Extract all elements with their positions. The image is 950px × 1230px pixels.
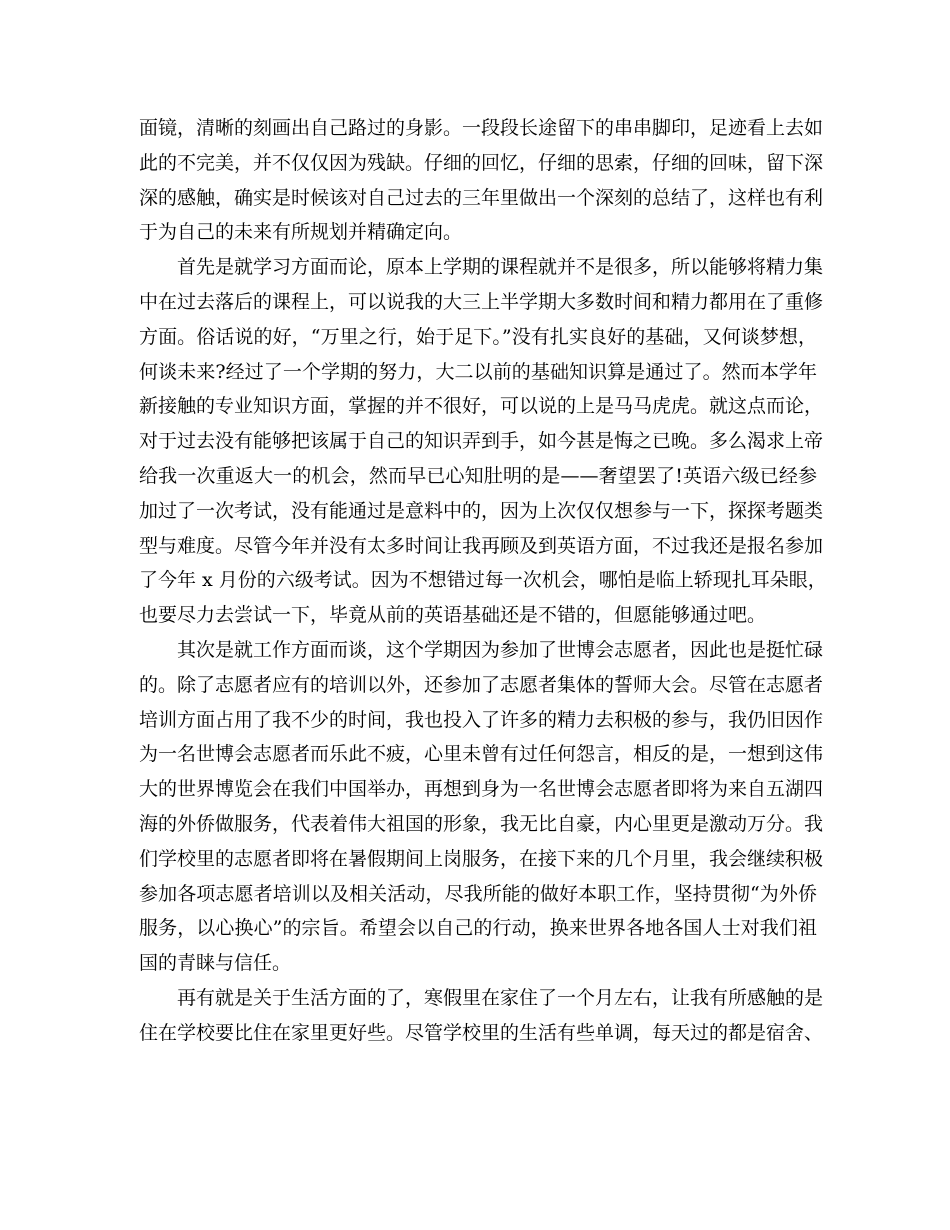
paragraph-3 (139, 633, 824, 981)
text-line: 们学校里的志愿者即将在暑假期间上岗服务，在接下来的几个月里，我会继续积极 (139, 847, 824, 870)
paragraph-1 (139, 111, 824, 250)
text-line: 加过了一次考试，没有能通过是意料中的，因为上次仅仅想参与一下，探探考题类 (139, 499, 824, 522)
paragraph-2 (139, 250, 827, 633)
text-line: 参加各项志愿者培训以及相关活动，尽我所能的做好本职工作，坚持贯彻“为外侨 (139, 882, 817, 905)
text-line: 型与难度。尽管今年并没有太多时间让我再顾及到英语方面，不过我还是报名参加 (139, 534, 824, 557)
text-line: 再有就是关于生活方面的了，寒假里在家住了一个月左右，让我有所感触的是 (177, 986, 824, 1009)
text-line: 对于过去没有能够把该属于自己的知识弄到手，如今甚是悔之已晚。多么渴求上帝 (139, 430, 824, 453)
text-line: 此的不完美，并不仅仅因为残缺。仔细的回忆，仔细的思索，仔细的回味，留下深 (139, 151, 824, 174)
text-line: 大的世界博览会在我们中国举办，再想到身为一名世博会志愿者即将为来自五湖四 (139, 778, 824, 801)
text-line: 了今年 x 月份的六级考试。因为不想错过每一次机会，哪怕是临上轿现扎耳朵眼， (139, 569, 827, 592)
text-line: 面镜，清晰的刻画出自己路过的身影。一段段长途留下的串串脚印，足迹看上去如 (139, 117, 824, 139)
text-line: 其次是就工作方面而谈，这个学期因为参加了世博会志愿者，因此也是挺忙碌 (177, 638, 824, 661)
paragraph-4 (139, 981, 824, 1051)
text-line: 海的外侨做服务，代表着伟大祖国的形象，我无比自豪，内心里更是激动万分。我 (139, 812, 824, 835)
text-line: 国的青睐与信任。 (139, 952, 292, 975)
text-line: 给我一次重返大一的机会，然而早已心知肚明的是——奢望罢了!英语六级已经参 (139, 464, 817, 487)
text-line: 首先是就学习方面而论，原本上学期的课程就并不是很多，所以能够将精力集 (177, 256, 824, 279)
text-line: 服务，以心换心”的宗旨。希望会以自己的行动，换来世界各地各国人士对我们祖 (139, 917, 817, 940)
text-line: 方面。俗话说的好，“万里之行，始于足下。”没有扎实良好的基础，又何谈梦想， (139, 325, 817, 348)
text-line: 新接触的专业知识方面，掌握的并不很好，可以说的上是马马虎虎。就这点而论， (139, 395, 824, 418)
text-line: 深的感触，确实是时候该对自己过去的三年里做出一个深刻的总结了，这样也有利 (139, 186, 824, 209)
text-line: 中在过去落后的课程上，可以说我的大三上半学期大多数时间和精力都用在了重修 (139, 290, 824, 313)
text-line: 何谈未来?经过了一个学期的努力，大二以前的基础知识算是通过了。然而本学年 (139, 360, 817, 383)
text-line: 也要尽力去尝试一下，毕竟从前的英语基础还是不错的，但愿能够通过吧。 (139, 604, 767, 627)
text-line: 为一名世博会志愿者而乐此不疲，心里未曾有过任何怨言，相反的是，一想到这伟 (139, 743, 824, 766)
text-line: 于为自己的未来有所规划并精确定向。 (139, 221, 463, 244)
text-line: 的。除了志愿者应有的培训以外，还参加了志愿者集体的誓师大会。尽管在志愿者 (139, 673, 824, 696)
document-body (139, 111, 827, 1051)
text-line: 培训方面占用了我不少的时间，我也投入了许多的精力去积极的参与，我仍旧因作 (139, 708, 824, 731)
text-line: 住在学校要比住在家里更好些。尽管学校里的生活有些单调，每天过的都是宿舍、 (139, 1021, 824, 1044)
